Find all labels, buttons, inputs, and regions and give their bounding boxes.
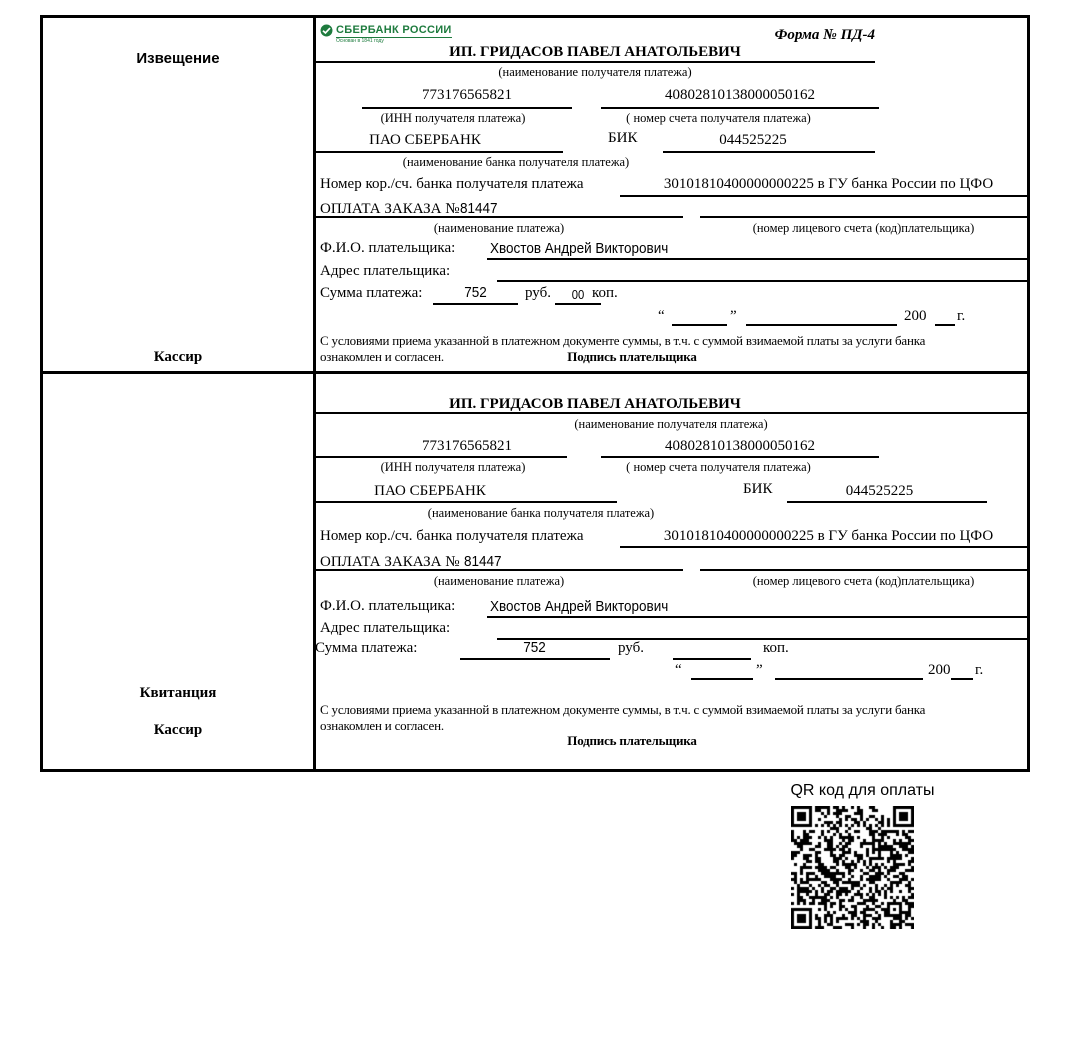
corr-label: Номер кор./сч. банка получателя платежа [320, 176, 584, 192]
terms-line1: С условиями приема указанной в платежном документе суммы, в т.ч. с суммой взимаемой платы за услуги банка [320, 333, 926, 348]
terms-line1: С условиями приема указанной в платежном документе суммы, в т.ч. с суммой взимаемой платы за услуги банка [320, 702, 926, 717]
sum-rub-value: 752 [464, 284, 487, 301]
payee-underline [315, 412, 1027, 414]
signature-label: Подпись плательщика [567, 733, 697, 748]
fio-label: Ф.И.О. плательщика: [320, 598, 456, 614]
account-value: 40802810138000050162 [665, 87, 815, 103]
bank-caption: (наименование банка получателя платежа) [427, 506, 655, 520]
fio-underline [487, 258, 1027, 260]
sum-kop-underline [673, 658, 751, 660]
corr-underline [620, 195, 1027, 197]
payee-caption: (наименование получателя платежа) [498, 65, 692, 79]
bank-underline [315, 501, 617, 503]
terms-line2: ознакомлен и согласен. [320, 718, 444, 733]
payee-name: ИП. ГРИДАСОВ ПАВЕЛ АНАТОЛЬЕВИЧ [449, 44, 741, 60]
notice-label: Извещение [136, 50, 220, 67]
account-caption: ( номер счета получателя платежа) [626, 111, 811, 125]
date-month-underline [775, 678, 923, 680]
purpose-caption: (наименование платежа) [433, 221, 565, 235]
qr-label: QR код для оплаты [790, 782, 935, 799]
personal-account-caption: (номер лицевого счета (код)плательщика) [752, 574, 975, 588]
inn-underline [315, 456, 567, 458]
inn-caption: (ИНН получателя платежа) [380, 111, 526, 125]
signature-label: Подпись плательщика [567, 349, 697, 364]
year-prefix: 200 [928, 662, 951, 678]
address-label: Адрес плательщика: [320, 620, 451, 636]
quote-close: ” [730, 308, 737, 324]
corr-underline [620, 546, 1027, 548]
fio-underline [487, 616, 1027, 618]
cashier-label-notice: Кассир [153, 349, 203, 365]
purpose-caption: (наименование платежа) [433, 574, 565, 588]
date-month-underline [746, 324, 897, 326]
purpose-underline [315, 569, 683, 571]
sum-label: Сумма платежа: [320, 285, 423, 301]
payer-name: Хвостов Андрей Викторович [490, 240, 669, 257]
payer-name: Хвостов Андрей Викторович [490, 598, 669, 615]
cashier-label-receipt: Кассир [153, 722, 203, 738]
sberbank-logo-subtitle: Основан в 1841 году [336, 38, 384, 44]
payee-underline [315, 61, 875, 63]
inn-underline [362, 107, 572, 109]
sum-label: Сумма платежа: [315, 640, 418, 656]
bik-value: 044525225 [845, 483, 914, 499]
inn-value: 773176565821 [422, 87, 512, 103]
date-day-underline [691, 678, 753, 680]
order-number: 81447 [459, 200, 498, 217]
form-number: Форма № ПД-4 [774, 27, 875, 43]
rub-label: руб. [618, 640, 644, 656]
order-number: 81447 [463, 553, 502, 570]
fio-label: Ф.И.О. плательщика: [320, 240, 456, 256]
year-suffix: г. [975, 662, 984, 678]
bik-underline [787, 501, 987, 503]
quote-open: “ [658, 308, 665, 324]
account-underline [601, 456, 879, 458]
address-underline [497, 280, 1027, 282]
bank-underline [315, 151, 563, 153]
bank-name: ПАО СБЕРБАНК [374, 483, 486, 499]
inn-value: 773176565821 [422, 438, 512, 454]
corr-value: 30101810400000000225 в ГУ банка России по ЦФО [663, 528, 994, 544]
bik-label: БИК [743, 481, 773, 497]
bik-underline [663, 151, 875, 153]
year-suffix: г. [957, 308, 966, 324]
receipt-label: Квитанция [139, 685, 217, 701]
sberbank-logo [320, 24, 452, 44]
year-underline [935, 324, 955, 326]
rub-label: руб. [525, 285, 551, 301]
address-label: Адрес плательщика: [320, 263, 451, 279]
terms-line2: ознакомлен и согласен. [320, 349, 444, 364]
purpose-underline [315, 216, 683, 218]
account-value: 40802810138000050162 [665, 438, 815, 454]
sberbank-logo-title: СБЕРБАНК РОССИИ [336, 24, 452, 36]
account-caption: ( номер счета получателя платежа) [626, 460, 811, 474]
quote-close: ” [756, 662, 763, 678]
payee-caption: (наименование получателя платежа) [574, 417, 768, 431]
qr-code [791, 806, 914, 929]
year-prefix: 200 [904, 308, 927, 324]
personal-account-caption: (номер лицевого счета (код)плательщика) [752, 221, 975, 235]
sum-rub-underline [460, 658, 610, 660]
sum-kop-underline [555, 303, 601, 305]
sum-rub-value: 752 [523, 639, 547, 656]
personal-account-underline [700, 216, 1027, 218]
inn-caption: (ИНН получателя платежа) [380, 460, 526, 474]
sberbank-logo-icon [320, 24, 333, 37]
corr-label: Номер кор./сч. банка получателя платежа [320, 528, 584, 544]
personal-account-underline [700, 569, 1027, 571]
payee-name: ИП. ГРИДАСОВ ПАВЕЛ АНАТОЛЬЕВИЧ [449, 396, 741, 412]
account-underline [601, 107, 879, 109]
corr-value: 30101810400000000225 в ГУ банка России по ЦФО [663, 176, 994, 192]
sum-kop-value: 00 [571, 288, 585, 302]
pd4-form [40, 15, 1030, 772]
purpose-label: ОПЛАТА ЗАКАЗА № [320, 554, 460, 570]
bank-name: ПАО СБЕРБАНК [369, 132, 481, 148]
year-underline [951, 678, 973, 680]
section-divider [43, 371, 1027, 374]
bank-caption: (наименование банка получателя платежа) [402, 155, 630, 169]
bik-value: 044525225 [719, 132, 787, 148]
date-day-underline [672, 324, 727, 326]
kop-label: коп. [763, 640, 789, 656]
purpose-label: ОПЛАТА ЗАКАЗА № [320, 201, 460, 217]
sum-rub-underline [433, 303, 518, 305]
kop-label: коп. [592, 285, 618, 301]
quote-open: “ [675, 662, 682, 678]
bik-label: БИК [608, 130, 638, 146]
